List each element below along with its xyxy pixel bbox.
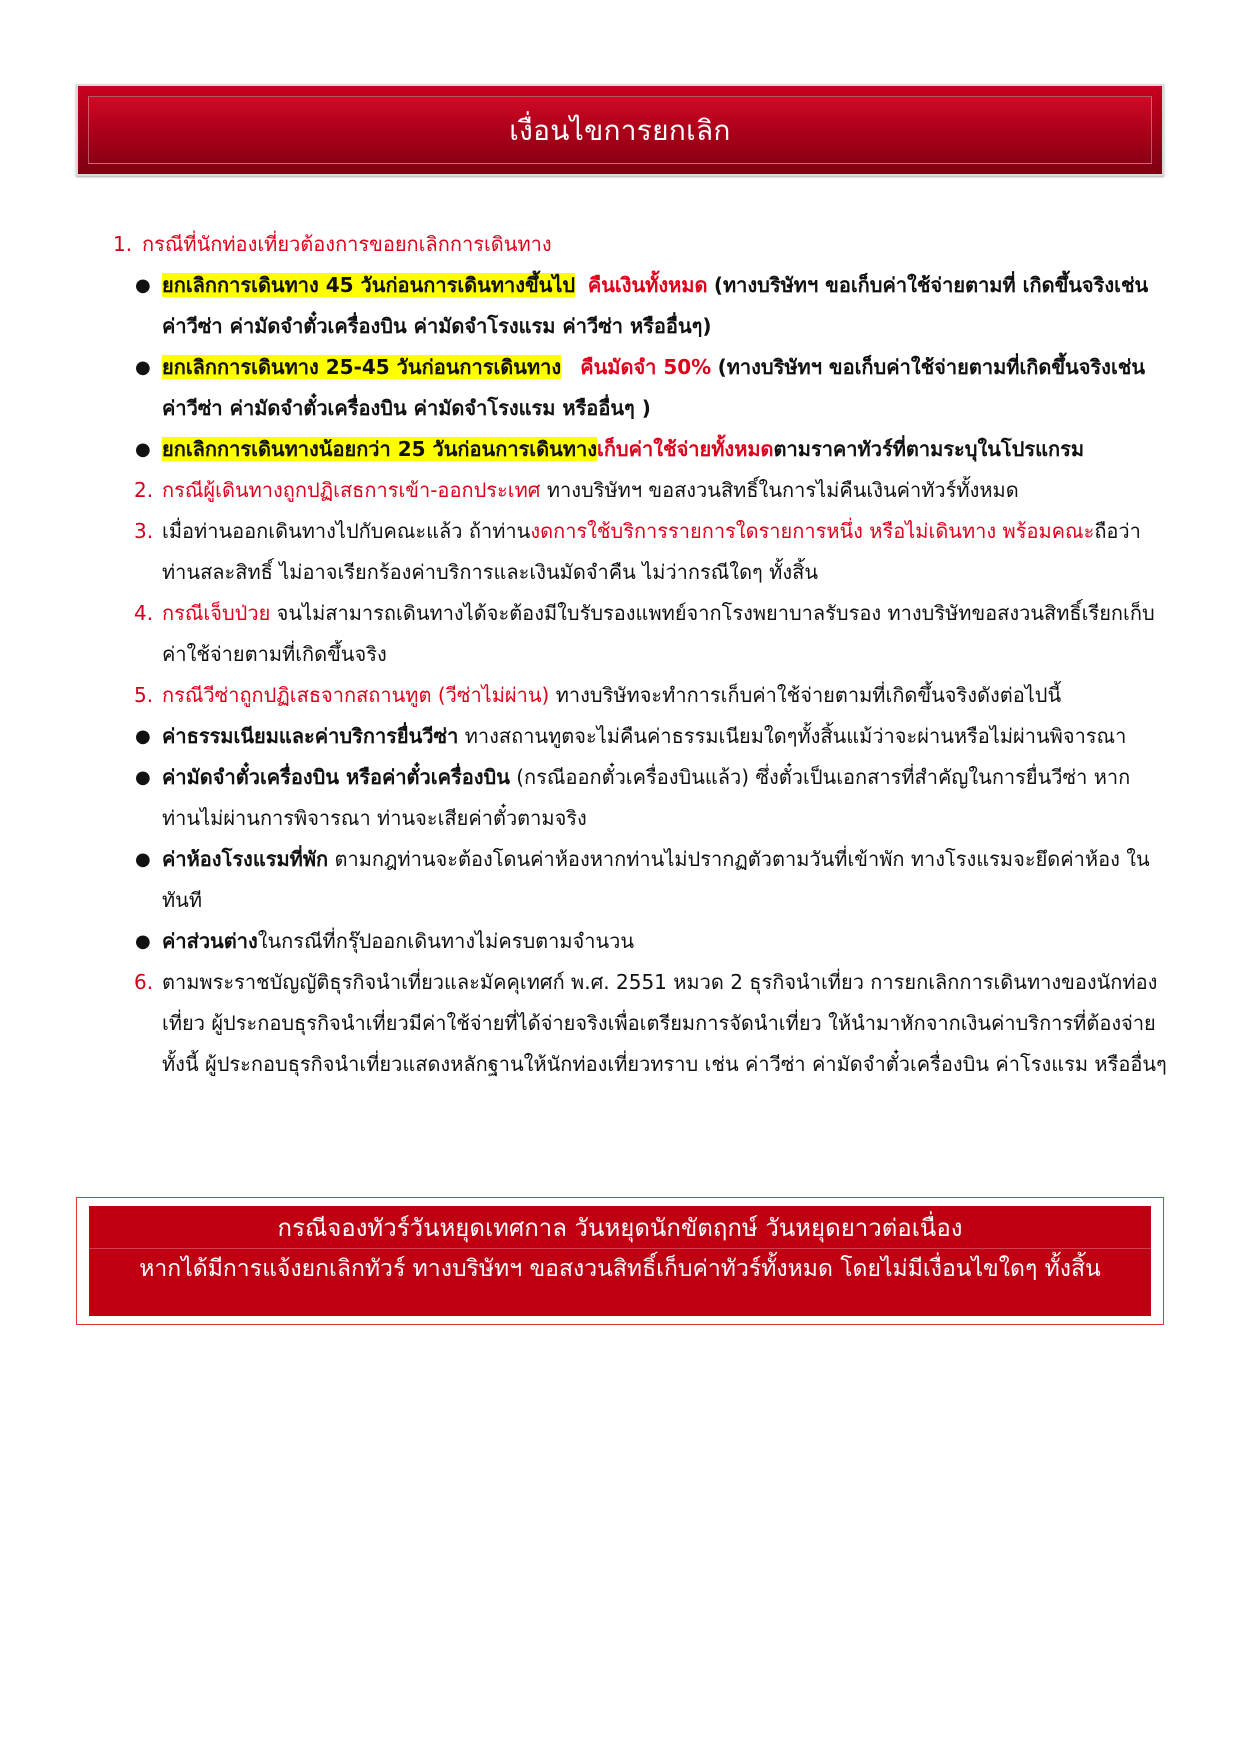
item-text: ตามพระราชบัญญัติธุรกิจนำเที่ยวและมัคคุเทศก์ พ.ศ. 2551 หมวด 2 ธุรกิจนำเที่ยว การยกเลิกการเดินทางของนักท่องเที่ยว ผู้ประกอบธุรกิจนำเที่ยวมีค่าใช้จ่ายที่ได้จ่ายจริงเพื่อเตรียมการจัดนำเที่ยว ให้นำมาหักจากเงินค่าบริการที่ต้องจ่าย ทั้งนี้ ผู้ประกอบธุรกิจนำเที่ยวแสดงหลักฐานให้นักท่องเที่ยวทราบ เช่น ค่าวีซ่า ค่ามัดจำตั๋วเครื่องบิน ค่าโรงแรม หรืออื่นๆ	[162, 970, 1167, 1076]
title-banner	[76, 84, 1164, 176]
item-number: 6.	[134, 970, 154, 994]
item-red-text: งดการใช้บริการรายการใดรายการหนึ่ง หรือไม่เดินทาง พร้อมคณะ	[530, 519, 1095, 543]
item-text: กรณีที่นักท่องเที่ยวต้องการขอยกเลิกการเดินทาง	[142, 232, 552, 256]
bullet-difference	[110, 921, 1168, 962]
list-item-5	[110, 675, 1168, 716]
item-text: ถือว่าท่านสละสิทธิ์ ไม่อาจเรียกร้องค่าบริการและเงินมัดจำคืน ไม่ว่ากรณีใดๆ ทั้งสิ้น	[162, 519, 1141, 584]
item-number: 5.	[134, 683, 154, 707]
detail-text: ในกรณีที่กรุ๊ปออกเดินทางไม่ครบตามจำนวน	[257, 929, 635, 953]
bullet-25-45-days	[110, 347, 1168, 429]
list-item-2	[110, 470, 1168, 511]
item-number: 2.	[134, 478, 154, 502]
bullet-icon: ●	[135, 767, 151, 788]
bullet-hotel	[110, 839, 1168, 921]
item-text: ทางบริษัทฯ ขอสงวนสิทธิ์ในการไม่คืนเงินค่าทัวร์ทั้งหมด	[546, 478, 1019, 502]
cancellation-terms	[110, 224, 1168, 1085]
detail-text: ทางสถานทูตจะไม่คืนค่าธรรมเนียมใดๆทั้งสิ้นแม้ว่าจะผ่านหรือไม่ผ่านพิจารณา	[464, 724, 1127, 748]
holiday-notice-frame	[76, 1197, 1164, 1325]
list-item-4	[110, 593, 1168, 675]
item-text: ทางบริษัทจะทำการเก็บค่าใช้จ่ายตามที่เกิดขึ้นจริงดังต่อไปนี้	[555, 683, 1062, 707]
bold-text: ค่าห้องโรงแรมที่พัก	[162, 847, 329, 871]
bullet-air-ticket	[110, 757, 1168, 839]
item-number: 1.	[113, 232, 133, 256]
detail-text: ตามกฎท่านจะต้องโดนค่าห้องหากท่านไม่ปรากฏตัวตามวันที่เข้าพัก ทางโรงแรมจะยึดค่าห้อง ในทันที	[162, 847, 1150, 912]
bold-text: ค่ามัดจำตั๋วเครื่องบิน หรือค่าตั๋วเครื่องบิน	[162, 765, 510, 789]
detail-text: ตามราคาทัวร์ที่ตามระบุในโปรแกรม	[773, 437, 1084, 461]
refund-text: คืนเงินทั้งหมด	[587, 273, 708, 297]
bold-text: ค่าส่วนต่าง	[162, 929, 258, 953]
bold-text: ค่าธรรมเนียมและค่าบริการยื่นวีซ่า	[162, 724, 459, 748]
notice-line-2: หากได้มีการแจ้งยกเลิกทัวร์ ทางบริษัทฯ ขอสงวนสิทธิ์เก็บค่าทัวร์ทั้งหมด โดยไม่มีเงื่อนไขใดๆ ทั้งสิ้น	[139, 1256, 1101, 1282]
list-item-6	[110, 962, 1168, 1085]
bullet-icon: ●	[135, 357, 151, 378]
detail-text: (กรณีออกตั๋วเครื่องบินแล้ว) ซึ่งตั๋วเป็นเอกสารที่สำคัญในการยื่นวีซ่า หากท่านไม่ผ่านการพิจารณา ท่านจะเสียค่าตั๋วตามจริง	[162, 765, 1131, 830]
charge-text: เก็บค่าใช้จ่ายทั้งหมด	[596, 437, 774, 461]
holiday-notice	[89, 1206, 1151, 1316]
highlight-text: ยกเลิกการเดินทาง 25-45 วันก่อนการเดินทาง	[162, 355, 562, 379]
bullet-icon: ●	[135, 726, 151, 747]
detail-text: (ทางบริษัทฯ ขอเก็บค่าใช้จ่ายตามที่เกิดขึ้นจริงเช่น ค่าวีซ่า ค่ามัดจำตั๋วเครื่องบิน ค่ามัดจำโรงแรม หรืออื่นๆ )	[162, 355, 1146, 420]
item-text-pre: เมื่อท่านออกเดินทางไปกับคณะแล้ว ถ้าท่าน	[162, 519, 531, 543]
item-number: 3.	[134, 519, 154, 543]
highlight-text: ยกเลิกการเดินทางน้อยกว่า 25 วันก่อนการเดินทาง	[162, 437, 597, 461]
bullet-icon: ●	[135, 275, 151, 296]
bullet-icon: ●	[135, 439, 151, 460]
list-item-1	[110, 224, 1168, 265]
bullet-visa-fee	[110, 716, 1168, 757]
item-red-text: กรณีผู้เดินทางถูกปฏิเสธการเข้า-ออกประเทศ	[162, 478, 541, 502]
item-text: จนไม่สามารถเดินทางได้จะต้องมีใบรับรองแพทย์จากโรงพยาบาลรับรอง ทางบริษัทขอสงวนสิทธิ์เรียกเก็บค่าใช้จ่ายตามที่เกิดขึ้นจริง	[162, 601, 1155, 666]
item-number: 4.	[134, 601, 154, 625]
item-red-text: กรณีเจ็บป่วย	[162, 601, 271, 625]
refund-text: คืนมัดจำ 50%	[580, 355, 712, 379]
notice-line-1: กรณีจองทัวร์วันหยุดเทศกาล วันหยุดนักขัตฤกษ์ วันหยุดยาวต่อเนื่อง	[89, 1208, 1151, 1249]
item-red-text: กรณีวีซ่าถูกปฏิเสธจากสถานทูต (วีซ่าไม่ผ่าน)	[162, 683, 550, 707]
bullet-under-25-days	[110, 429, 1168, 470]
bullet-45-days	[110, 265, 1168, 347]
highlight-text: ยกเลิกการเดินทาง 45 วันก่อนการเดินทางขึ้นไป	[162, 273, 576, 297]
bullet-icon: ●	[135, 931, 151, 952]
page-title: เงื่อนไขการยกเลิก	[509, 114, 731, 147]
bullet-icon: ●	[135, 849, 151, 870]
list-item-3	[110, 511, 1168, 593]
detail-text: (ทางบริษัทฯ ขอเก็บค่าใช้จ่ายตามที่ เกิดขึ้นจริงเช่น ค่าวีซ่า ค่ามัดจำตั๋วเครื่องบิน ค่ามัดจำโรงแรม ค่าวีซ่า หรืออื่นๆ)	[162, 273, 1149, 338]
